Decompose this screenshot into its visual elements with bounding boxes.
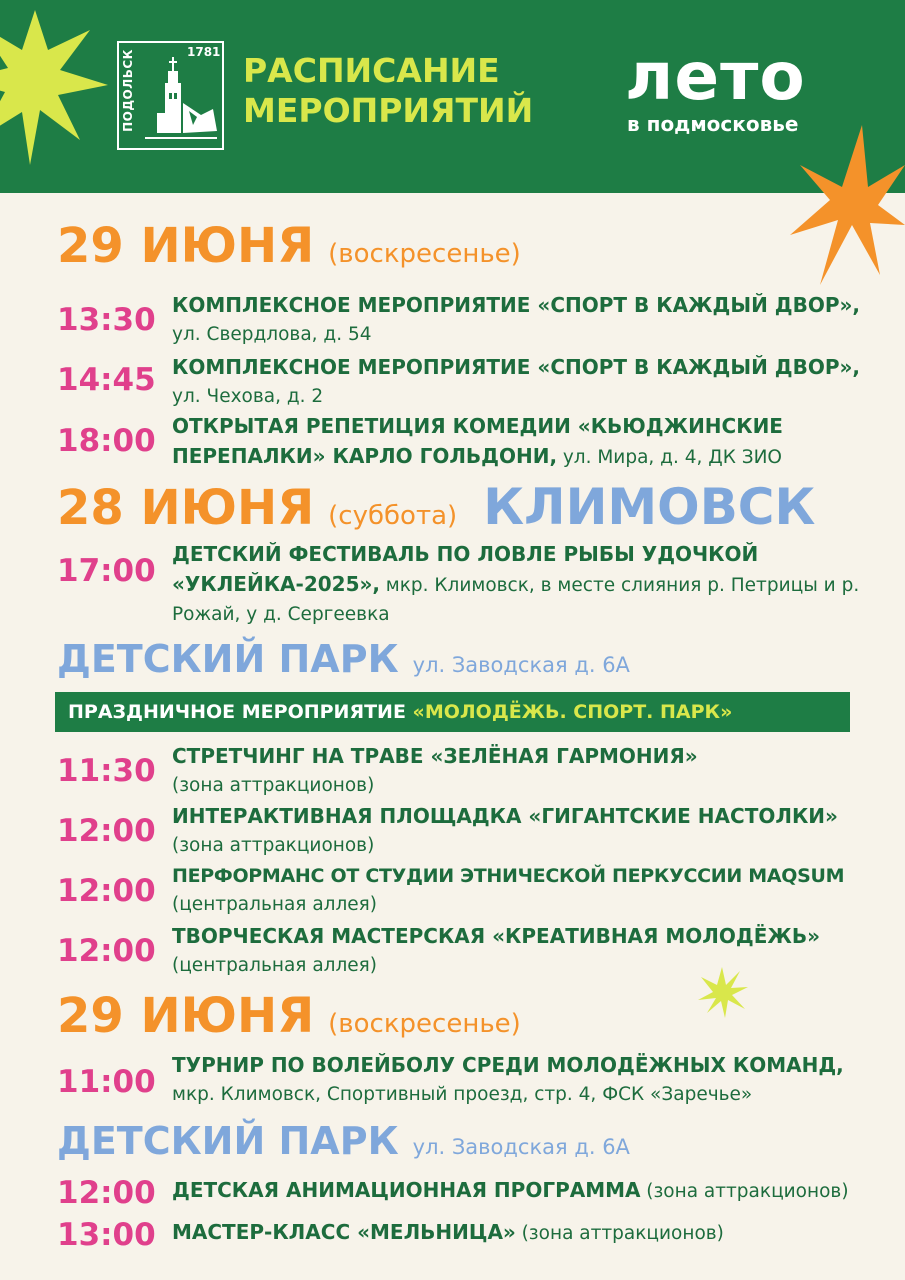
event-body (172, 802, 897, 860)
event-banner (55, 692, 850, 732)
event-title: КОМПЛЕКСНОЕ МЕРОПРИЯТИЕ «СПОРТ В КАЖДЫЙ ДВОР», (172, 355, 861, 379)
date-heading-2 (57, 478, 815, 536)
weekday-text: (суббота) (328, 501, 458, 531)
event-time: 17:00 (57, 553, 156, 589)
event-time: 11:00 (57, 1064, 156, 1100)
event-time: 12:00 (57, 873, 156, 909)
weekday-text: (воскресенье) (328, 239, 521, 269)
event-title: ТВОРЧЕСКАЯ МАСТЕРСКАЯ «КРЕАТИВНАЯ МОЛОДЁЖЬ» (172, 924, 821, 948)
venue-name: ДЕТСКИЙ ПАРК (57, 1119, 399, 1163)
banner-prefix: ПРАЗДНИЧНОЕ МЕРОПРИЯТИЕ (68, 701, 406, 723)
orange-starburst-icon (790, 125, 905, 290)
event-time: 12:00 (57, 933, 156, 969)
event-title: ОТКРЫТАЯ РЕПЕТИЦИЯ КОМЕДИИ «КЬЮДЖИНСКИЕ ПЕРЕПАЛКИ» КАРЛО ГОЛЬДОНИ, (172, 414, 783, 468)
header-bar (0, 0, 905, 193)
date-text: 29 ИЮНЯ (57, 218, 315, 274)
event-body (172, 922, 897, 980)
event-address: мкр. Климовск, в месте слияния р. Петрицы и р. Рожай, у д. Сергеевка (172, 575, 860, 625)
event-address: ул. Чехова, д. 2 (172, 386, 324, 407)
date-text: 29 ИЮНЯ (57, 988, 315, 1044)
event-body (172, 1218, 897, 1248)
banner-highlight: «МОЛОДЁЖЬ. СПОРТ. ПАРК» (412, 701, 733, 723)
logo-city-text: ПОДОЛЬСК (121, 49, 135, 132)
date-heading-3 (57, 989, 521, 1043)
event-title: КОМПЛЕКСНОЕ МЕРОПРИЯТИЕ «СПОРТ В КАЖДЫЙ ДВОР», (172, 293, 861, 317)
event-body (172, 1176, 897, 1206)
schedule-title-line2: МЕРОПРИЯТИЙ (243, 91, 534, 130)
small-starburst-icon (695, 965, 750, 1020)
event-time: 13:00 (57, 1217, 156, 1253)
venue-address: ул. Заводская д. 6А (412, 653, 630, 677)
event-address: (центральная аллея) (172, 894, 378, 915)
event-address: (зона аттракционов) (646, 1181, 849, 1202)
venue-heading-2 (57, 1120, 630, 1162)
event-body (172, 353, 897, 411)
event-time: 12:00 (57, 1175, 156, 1211)
event-title: ТУРНИР ПО ВОЛЕЙБОЛУ СРЕДИ МОЛОДЁЖНЫХ КОМАНД, (172, 1053, 844, 1077)
venue-name: ДЕТСКИЙ ПАРК (57, 637, 399, 681)
brand-podmoskovie: в подмосковье (627, 112, 799, 136)
date-text: 28 ИЮНЯ (57, 480, 315, 536)
event-body (172, 1051, 897, 1109)
event-address: (зона аттракционов) (521, 1223, 724, 1244)
event-address: (центральная аллея) (172, 955, 378, 976)
event-address: ул. Свердлова, д. 54 (172, 324, 372, 345)
event-title: ДЕТСКАЯ АНИМАЦИОННАЯ ПРОГРАММА (172, 1178, 641, 1202)
event-title: ДЕТСКИЙ ФЕСТИВАЛЬ ПО ЛОВЛЕ РЫБЫ УДОЧКОЙ «УКЛЕЙКА-2025», (172, 542, 759, 596)
event-title: ИНТЕРАКТИВНАЯ ПЛОЩАДКА «ГИГАНТСКИЕ НАСТОЛКИ» (172, 804, 838, 828)
yellow-starburst-icon (0, 0, 110, 180)
event-title: СТРЕТЧИНГ НА ТРАВЕ «ЗЕЛЁНАЯ ГАРМОНИЯ» (172, 744, 698, 768)
event-title: МАСТЕР-КЛАСС «МЕЛЬНИЦА» (172, 1220, 516, 1244)
event-body (172, 742, 897, 800)
date-heading-1 (57, 219, 521, 273)
event-body (172, 540, 897, 629)
event-body (172, 412, 897, 472)
event-time: 11:30 (57, 753, 156, 789)
weekday-text: (воскресенье) (328, 1009, 521, 1039)
event-time: 18:00 (57, 423, 156, 459)
event-address: (зона аттракционов) (172, 775, 375, 796)
brand-leto: лето (625, 38, 806, 115)
event-title: ПЕРФОРМАНС ОТ СТУДИИ ЭТНИЧЕСКОЙ ПЕРКУССИИ MAQSUM (172, 865, 845, 887)
event-time: 13:30 (57, 302, 156, 338)
event-address: мкр. Климовск, Спортивный проезд, стр. 4, ФСК «Заречье» (172, 1084, 753, 1105)
city-title: КЛИМОВСК (483, 478, 816, 536)
event-address: ул. Мира, д. 4, ДК ЗИО (562, 447, 782, 468)
event-body (172, 291, 897, 349)
podolsk-logo (117, 41, 224, 150)
event-time: 12:00 (57, 813, 156, 849)
event-time: 14:45 (57, 362, 156, 398)
church-emblem-icon (139, 53, 221, 145)
logo-year-text: 1781 (187, 45, 221, 59)
event-address: (зона аттракционов) (172, 835, 375, 856)
event-body (172, 862, 897, 919)
schedule-title-line1: РАСПИСАНИЕ (243, 51, 500, 90)
venue-address: ул. Заводская д. 6А (412, 1135, 630, 1159)
venue-heading-1 (57, 638, 630, 680)
schedule-title (243, 51, 533, 131)
